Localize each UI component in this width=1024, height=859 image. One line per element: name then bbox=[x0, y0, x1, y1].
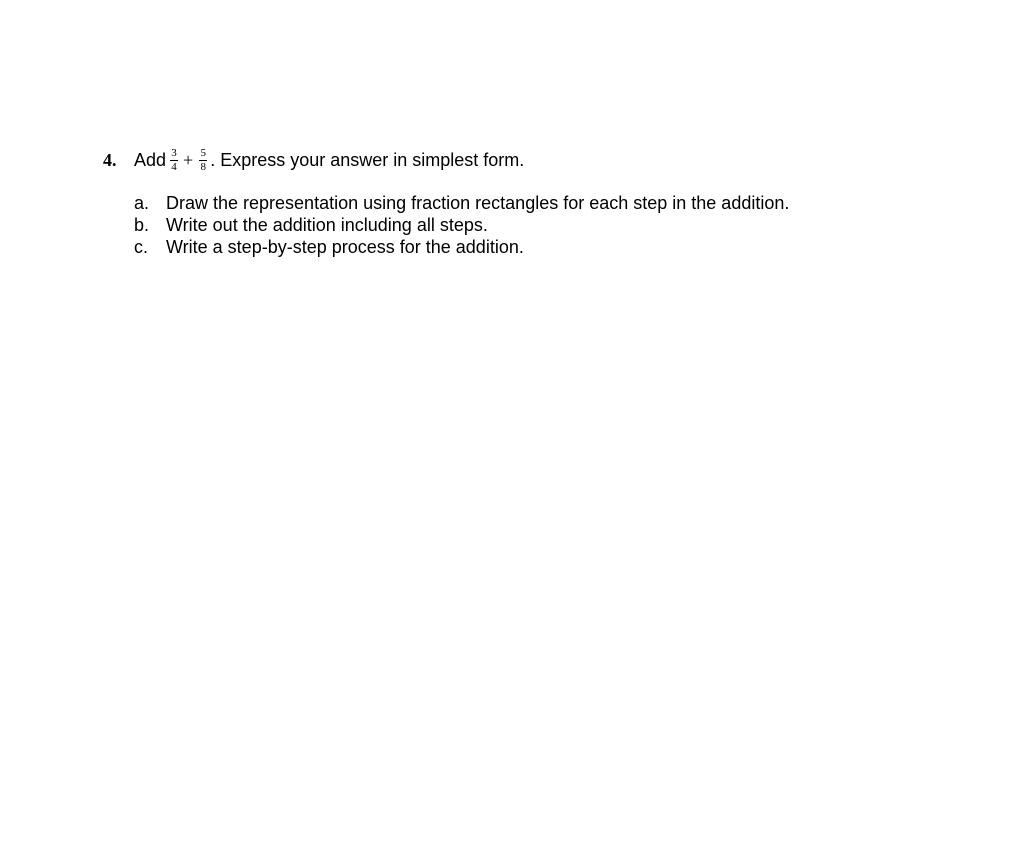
fraction1-denominator: 4 bbox=[171, 160, 177, 173]
question-prefix: Add bbox=[134, 150, 167, 170]
part-a-marker: a. bbox=[134, 193, 150, 213]
part-b-text: Write out the addition including all steps. bbox=[166, 215, 488, 235]
part-c-text: Write a step-by-step process for the addition. bbox=[166, 237, 524, 257]
question-4 bbox=[103, 146, 524, 174]
fraction-five-eighths bbox=[199, 148, 207, 173]
fraction2-denominator: 8 bbox=[200, 160, 206, 173]
plus-operator: + bbox=[183, 150, 194, 170]
question-suffix: . Express your answer in simplest form. bbox=[210, 150, 525, 170]
part-c-marker: c. bbox=[134, 237, 149, 257]
question-parts-list bbox=[134, 192, 789, 258]
fraction-three-fourths bbox=[170, 148, 178, 173]
fraction2-numerator: 5 bbox=[200, 146, 206, 159]
question-number: 4. bbox=[103, 150, 117, 170]
fraction1-numerator: 3 bbox=[171, 146, 177, 159]
part-a bbox=[134, 192, 789, 214]
part-b bbox=[134, 214, 789, 236]
part-a-text: Draw the representation using fraction rectangles for each step in the addition. bbox=[166, 193, 790, 213]
part-c bbox=[134, 236, 789, 258]
part-b-marker: b. bbox=[134, 215, 150, 235]
